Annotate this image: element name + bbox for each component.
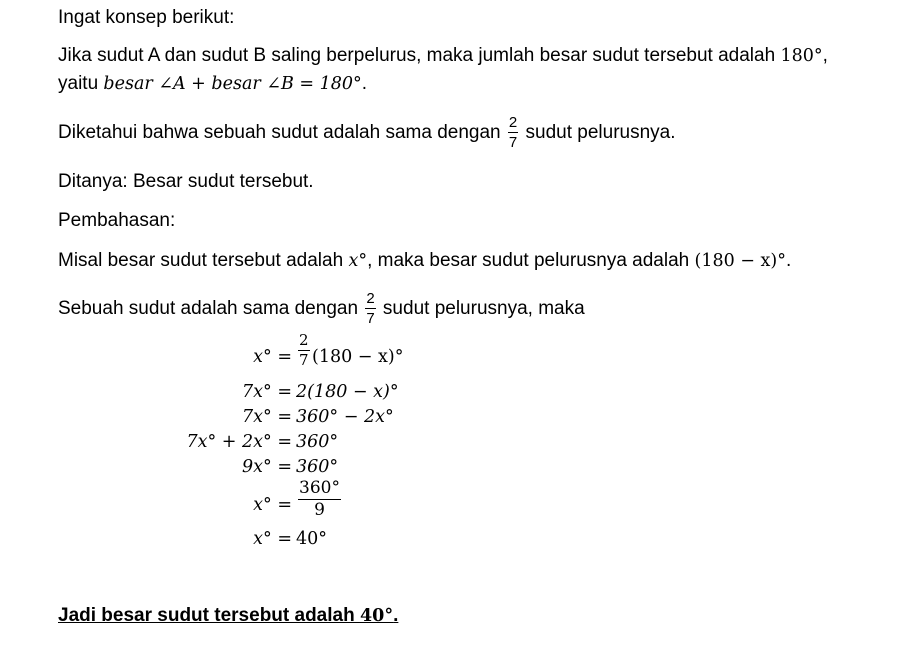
assume-text-2: , maka besar sudut pelurusnya adalah xyxy=(367,250,695,271)
equation-step-5-rhs xyxy=(296,455,338,479)
fraction-numerator: 2 xyxy=(366,290,375,308)
assume-line xyxy=(58,249,791,273)
fraction-denominator: 7 xyxy=(366,310,375,328)
step-rhs: 360° xyxy=(296,432,339,452)
step-rhs: 2(180 − x)° xyxy=(296,382,399,402)
step-rhs: 40° xyxy=(296,529,328,549)
assume-end: . xyxy=(785,250,792,271)
statement-text-end: sudut pelurusnya, maka xyxy=(377,298,585,319)
step-fraction xyxy=(298,333,310,368)
equation-step-7-rhs xyxy=(296,527,327,551)
statement-text: Sebuah sudut adalah sama dengan xyxy=(58,298,364,319)
given-text-end: sudut pelurusnya. xyxy=(520,122,676,143)
step-rhs: 360° xyxy=(296,457,339,477)
equation-step-1 xyxy=(0,333,292,379)
conclusion-end: . xyxy=(393,605,399,626)
rule-formula: besar ∠A + besar ∠B = 180° xyxy=(103,74,362,94)
step-lhs: x° = xyxy=(253,495,292,515)
statement-fraction xyxy=(365,291,375,326)
conclusion-line xyxy=(58,604,398,628)
step-lhs: 9x° = xyxy=(242,457,292,477)
rule-line-2 xyxy=(58,72,367,96)
given-line xyxy=(58,110,676,156)
assume-var: x° xyxy=(348,251,368,271)
conclusion-text: Jadi besar sudut tersebut adalah xyxy=(58,605,360,626)
fraction-denominator: 7 xyxy=(508,134,518,152)
rule-comma: , xyxy=(822,45,828,66)
fraction-numerator: 360° xyxy=(299,478,340,498)
fraction-numerator: 2 xyxy=(299,331,309,349)
step-lhs: x° = xyxy=(253,529,292,549)
fraction-denominator: 7 xyxy=(299,351,309,369)
fraction-denominator: 9 xyxy=(314,500,325,520)
asked-line: Ditanya: Besar sudut tersebut. xyxy=(58,171,314,192)
intro-title: Ingat konsep berikut: xyxy=(58,7,235,28)
assume-text: Misal besar sudut tersebut adalah xyxy=(58,250,349,271)
step-lhs: 7x° = xyxy=(242,407,292,427)
step-lhs: x° = xyxy=(253,347,292,367)
equation-step-4-rhs xyxy=(296,430,338,454)
statement-line xyxy=(58,286,585,332)
equation-step-6 xyxy=(0,480,292,528)
rule-value: 180° xyxy=(780,46,823,66)
step-rhs: 360° − 2x° xyxy=(296,407,394,427)
rule-end: . xyxy=(361,73,368,94)
assume-expr: (180 − x)° xyxy=(694,251,786,271)
equation-step-2-rhs xyxy=(296,380,399,404)
given-text: Diketahui bahwa sebuah sudut adalah sama dengan xyxy=(58,122,506,143)
fraction-numerator: 2 xyxy=(508,114,518,132)
conclusion-value: 40° xyxy=(359,606,394,626)
step-lhs: 7x° = xyxy=(242,382,292,402)
rule-line-1 xyxy=(58,44,828,68)
given-fraction xyxy=(508,115,518,150)
rule-yaitu: yaitu xyxy=(58,73,104,94)
step-fraction xyxy=(298,480,341,519)
equation-step-3-rhs xyxy=(296,405,394,429)
step-lhs: 7x° + 2x° = xyxy=(186,432,292,452)
step-rhs: (180 − x)° xyxy=(312,347,404,367)
rule-text: Jika sudut A dan sudut B saling berpelurus, maka jumlah besar sudut tersebut adalah xyxy=(58,45,781,66)
discussion-title: Pembahasan: xyxy=(58,210,176,231)
